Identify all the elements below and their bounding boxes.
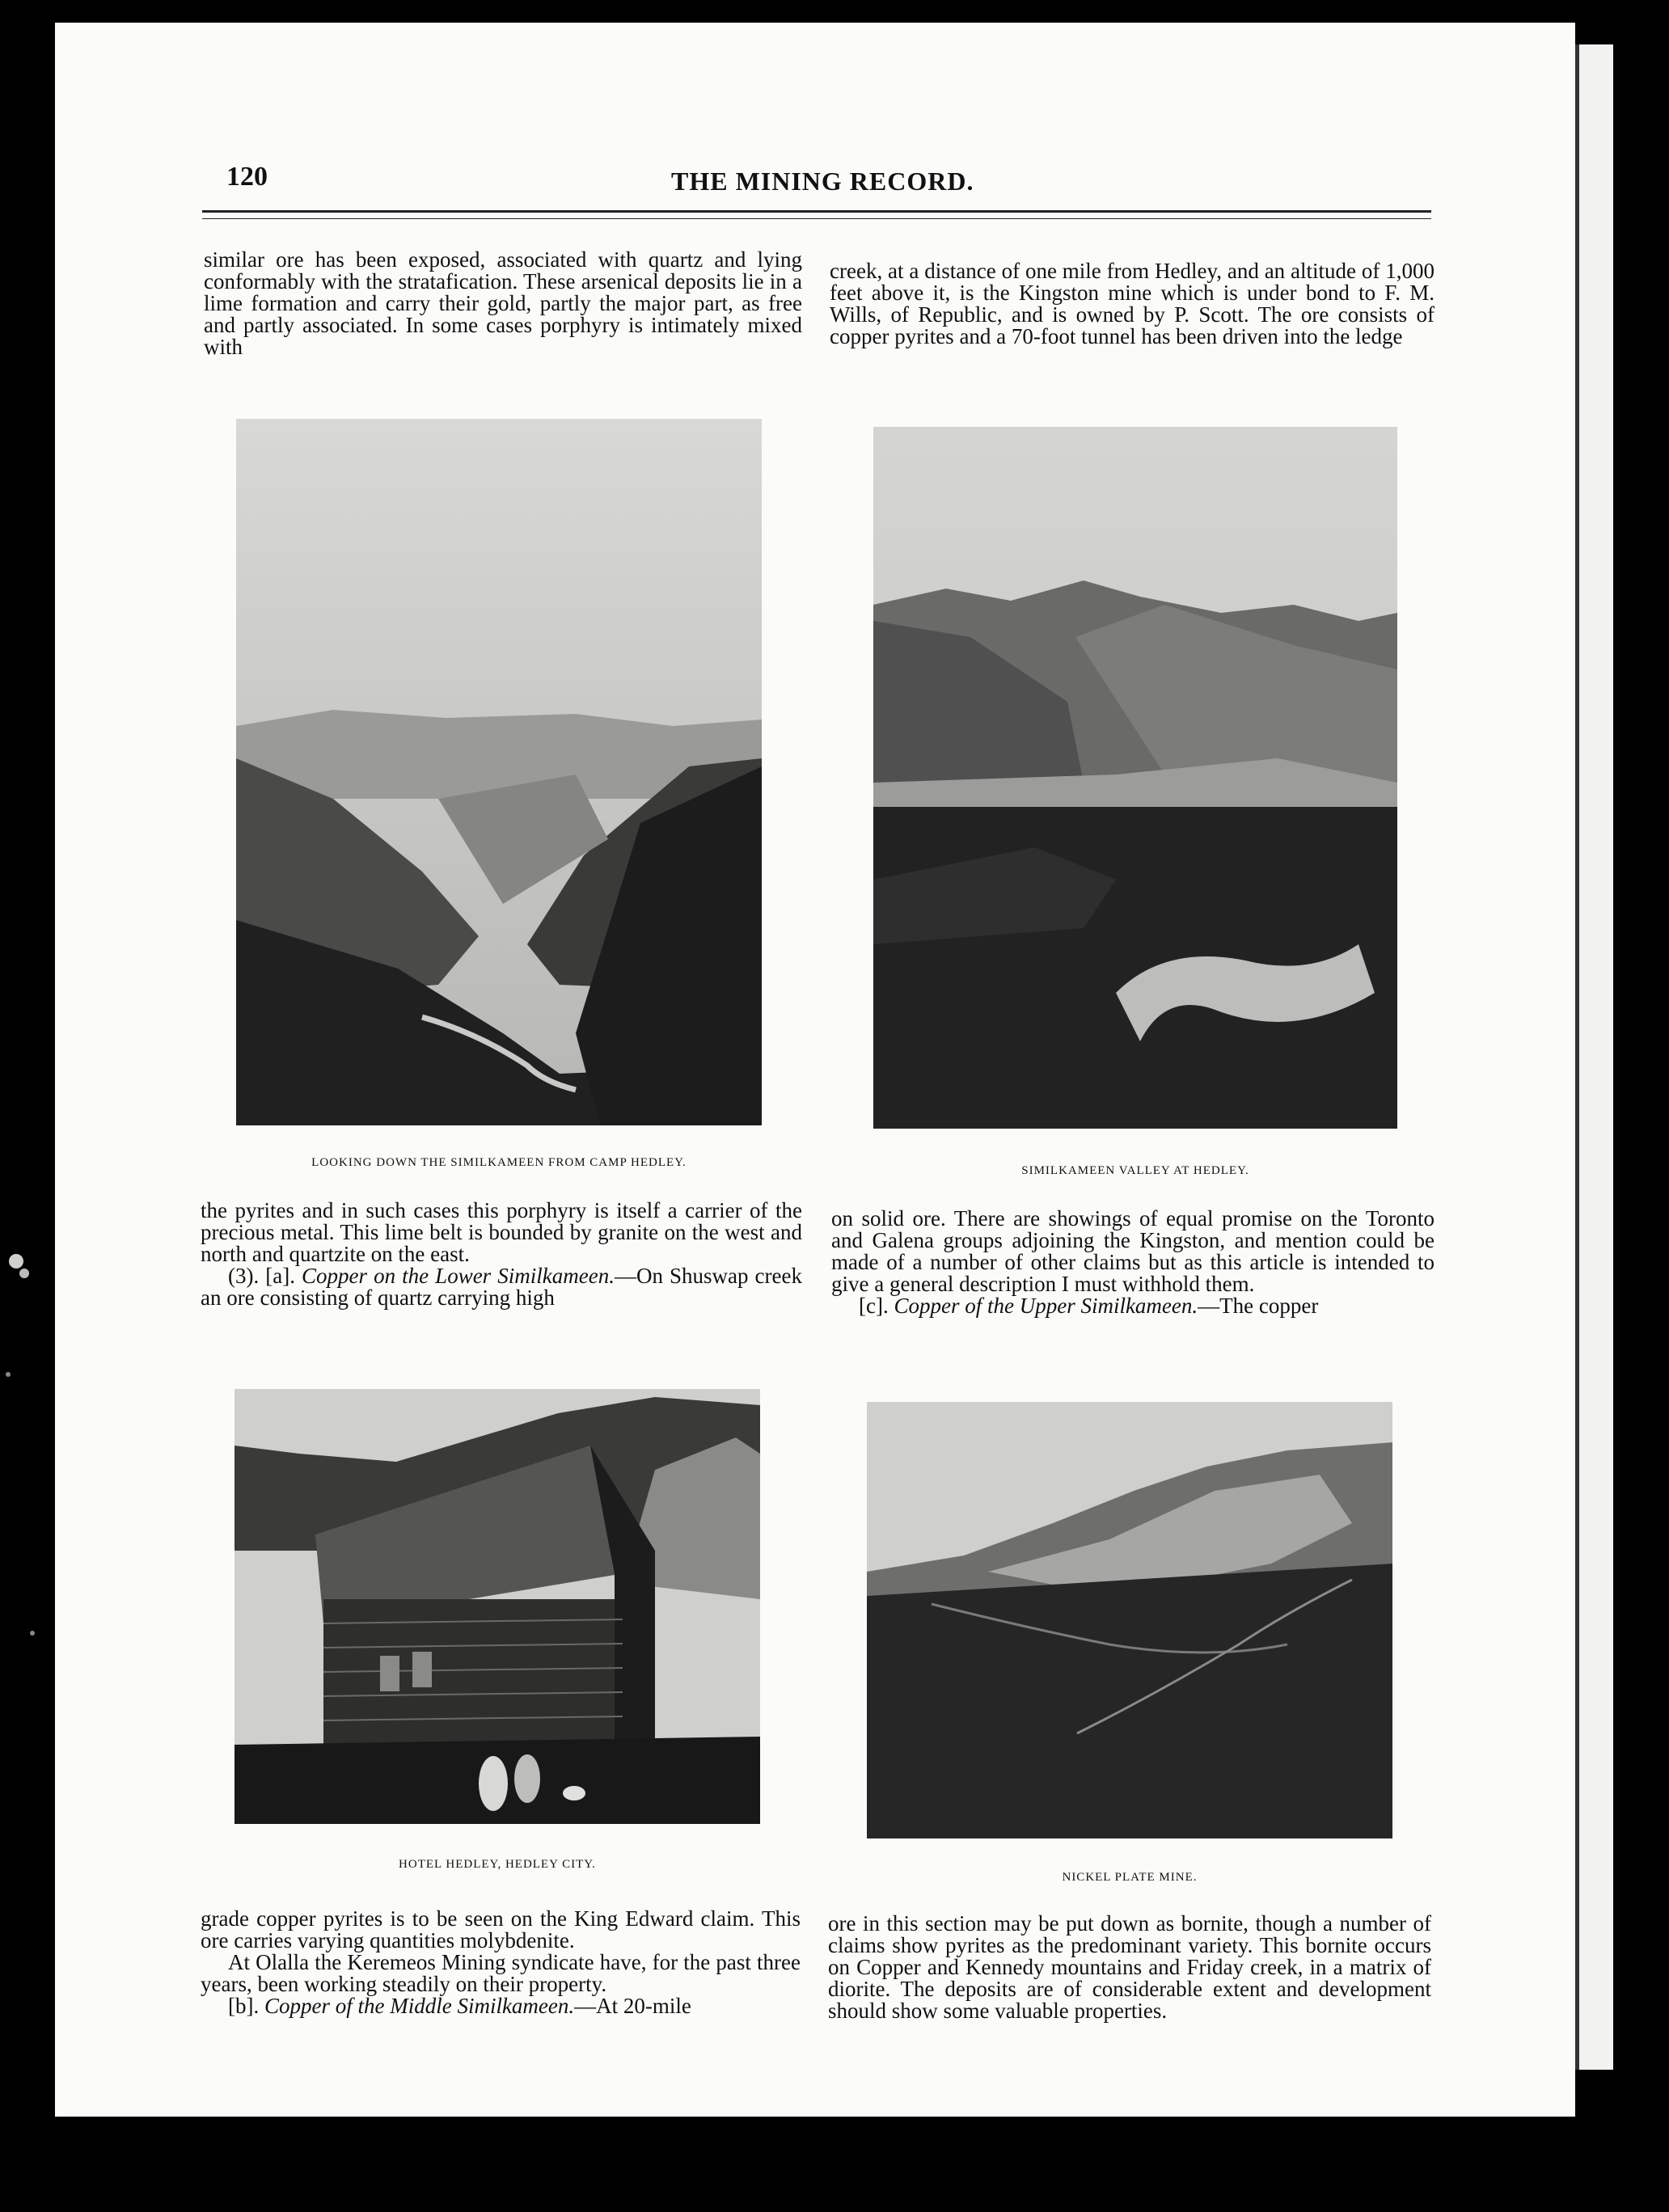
paragraph — [201, 1265, 802, 1309]
caption-photo2: SIMILKAMEEN VALLEY AT HEDLEY. — [1021, 1164, 1249, 1177]
paragraph: similar ore has been exposed, associated with quartz and lying conformably with the stratafication. These arsenical deposits lie in a lime formation and carry their gold, partly the major part, as free and partly associated. In some cases porphyry is intimately mixed with — [204, 247, 802, 359]
text-top-left — [204, 249, 802, 358]
text-middle-left — [201, 1200, 802, 1309]
header-rule-thin — [202, 218, 1431, 219]
caption-photo3: HOTEL HEDLEY, HEDLEY CITY. — [399, 1858, 596, 1871]
section-heading: Copper of the Middle Similkameen. — [264, 1994, 575, 2018]
publication-title: THE MINING RECORD. — [671, 167, 974, 196]
text-top-right — [830, 260, 1434, 348]
paragraph: grade copper pyrites is to be seen on the King Edward claim. This ore carries varying quantities molybdenite. — [201, 1906, 801, 1952]
paragraph-text: —On Shuswap creek an ore consisting of quartz carrying high — [201, 1264, 802, 1310]
page-number: 120 — [226, 162, 268, 192]
photo-hotel-hedley — [235, 1389, 760, 1824]
paragraph: creek, at a distance of one mile from Hedley, and an altitude of 1,000 feet above it, is the Kingston mine which is under bond to F. M. Wills, of Republic, and is owned by P. Scott. The ore consists of copper pyrites and a 70-foot tunnel has been driven into the ledge — [830, 259, 1434, 348]
paragraph — [831, 1295, 1434, 1317]
facing-page-edge — [1575, 44, 1613, 2070]
section-marker: [c]. — [859, 1294, 894, 1318]
paragraph-text: —The copper — [1198, 1294, 1319, 1318]
margin-specks — [0, 1132, 49, 1860]
section-marker: (3). [a]. — [228, 1264, 302, 1288]
paragraph: At Olalla the Keremeos Mining syndicate have, for the past three years, been working steadily on their property. — [201, 1950, 801, 1996]
paragraph: on solid ore. There are showings of equal promise on the Toronto and Galena groups adjoining the Kingston, and mention could be made of a number of other claims but as this article is intended to give a general description I must withhold them. — [831, 1206, 1434, 1296]
photo-nickel-plate-mine — [867, 1402, 1392, 1838]
paragraph: ore in this section may be put down as bornite, though a number of claims show pyrites as the predominant variety. This bornite occurs on Copper and Kennedy mountains and Friday creek, in a matrix of diorite. The deposits are of considerable extent and development should show some valuable properties. — [828, 1911, 1431, 2023]
section-heading: Copper of the Upper Similkameen. — [894, 1294, 1198, 1318]
text-bottom-left — [201, 1908, 801, 2017]
paragraph — [201, 1995, 801, 2017]
caption-photo1: LOOKING DOWN THE SIMILKAMEEN FROM CAMP HEDLEY. — [311, 1156, 687, 1169]
photo-similkameen-valley — [873, 427, 1397, 1129]
paragraph: the pyrites and in such cases this porphyry is itself a carrier of the precious metal. This lime belt is bounded by granite on the west and north and quartzite on the east. — [201, 1198, 802, 1266]
section-marker: [b]. — [228, 1994, 264, 2018]
text-middle-right — [831, 1208, 1434, 1317]
photo-looking-down-similkameen — [236, 419, 762, 1125]
text-bottom-right — [828, 1913, 1431, 2022]
header-rule-thick — [202, 210, 1431, 213]
paragraph-text: —At 20-mile — [574, 1994, 691, 2018]
caption-photo4: NICKEL PLATE MINE. — [1062, 1871, 1198, 1884]
section-heading: Copper on the Lower Similkameen. — [302, 1264, 615, 1288]
